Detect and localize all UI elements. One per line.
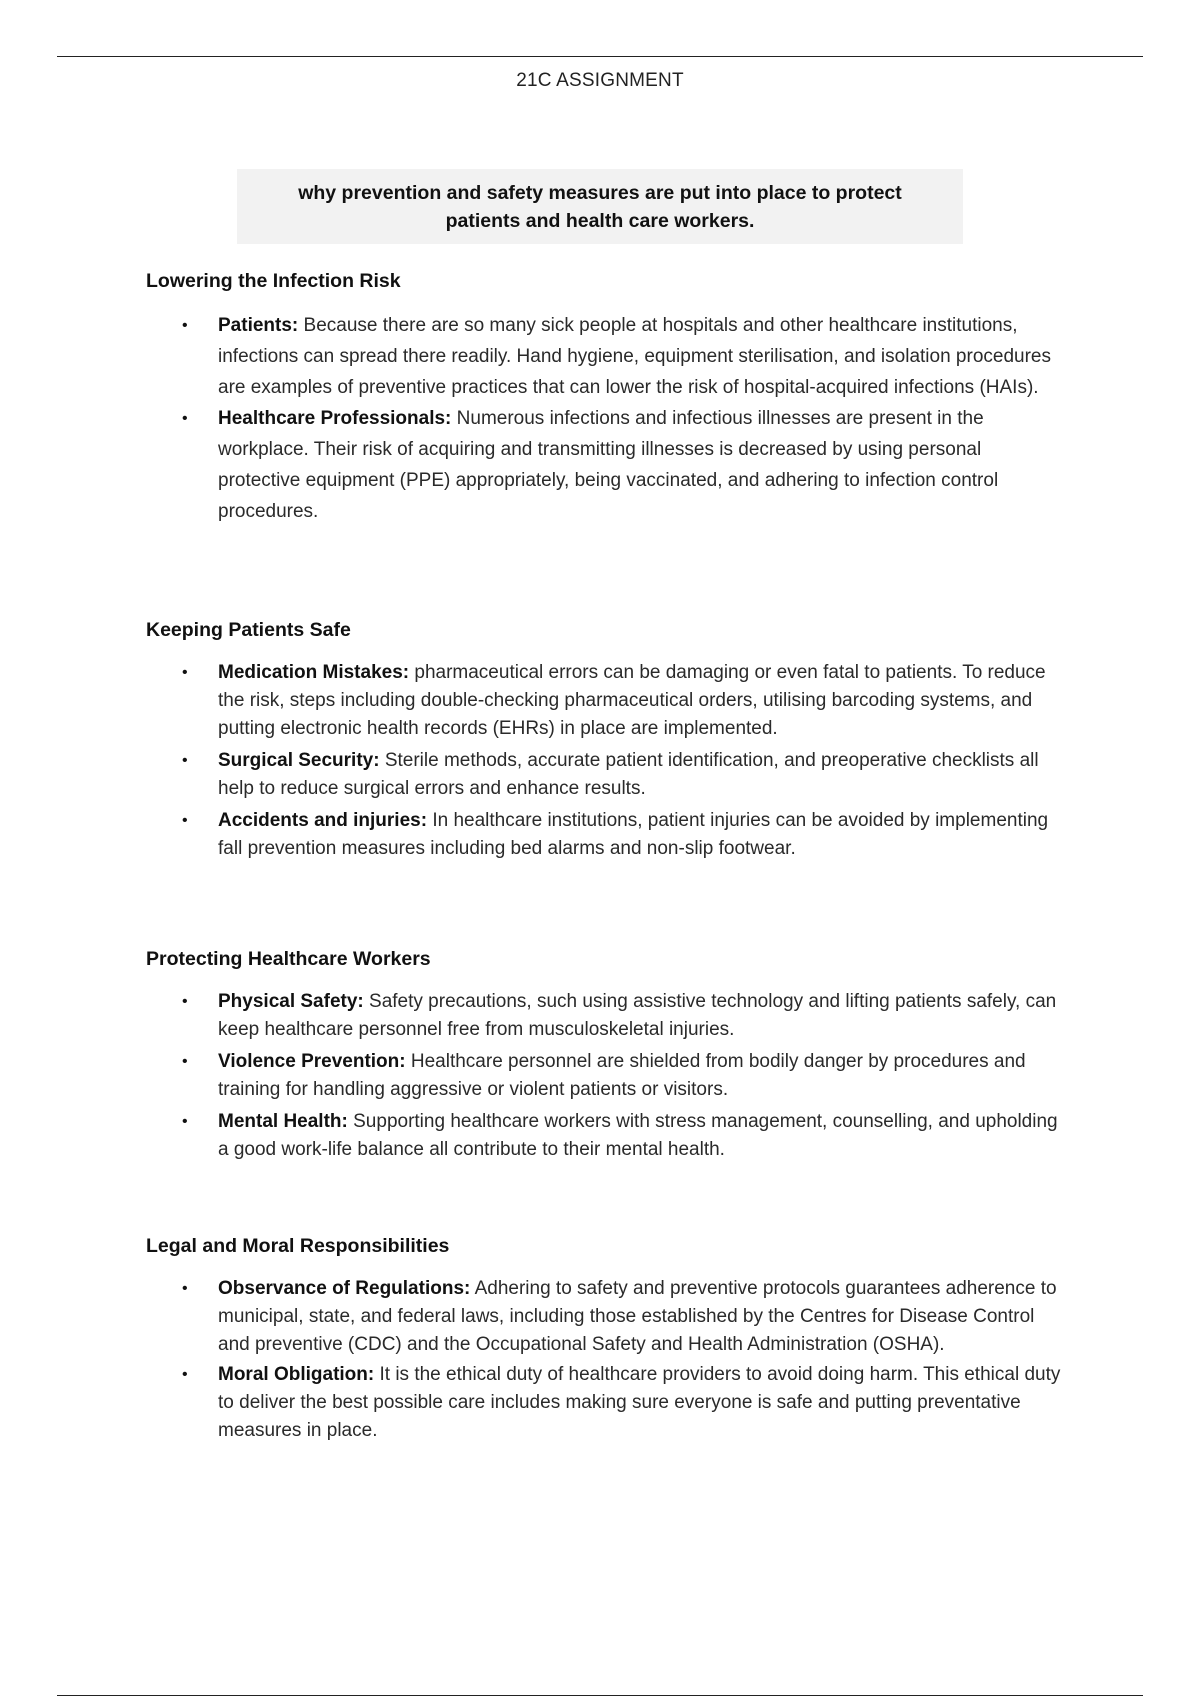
bullet-icon: • (182, 752, 188, 769)
item-text: It is the ethical duty of healthcare providers to avoid doing harm. This ethical duty to deliver the best possible care includes making sure everyone is safe and putting preventative measures in place. (218, 1364, 1061, 1441)
list-item (146, 659, 1066, 743)
list-item (146, 1275, 1066, 1359)
section-heading: Protecting Healthcare Workers (146, 948, 431, 970)
item-text: pharmaceutical errors can be damaging or even fatal to patients. To reduce the risk, steps including double-checking pharmaceutical orders, utilising barcoding systems, and putting electronic health records (EHRs) in place are implemented. (218, 662, 1046, 739)
section-heading: Lowering the Infection Risk (146, 270, 401, 292)
bullet-list (146, 988, 1066, 1164)
bullet-icon: • (182, 317, 188, 334)
item-text: Adhering to safety and preventive protocols guarantees adherence to municipal, state, and federal laws, including those established by the Centres for Disease Control and preventive (CDC) and the Occupational Safety and Health Administration (OSHA). (218, 1278, 1057, 1355)
item-term: Patients: (218, 315, 299, 336)
item-term: Medication Mistakes: (218, 662, 410, 683)
section-heading: Legal and Moral Responsibilities (146, 1235, 450, 1257)
list-item (146, 988, 1066, 1044)
bottom-rule (57, 1695, 1143, 1696)
item-term: Physical Safety: (218, 991, 364, 1012)
bullet-icon: • (182, 1113, 188, 1130)
list-item (146, 1048, 1066, 1104)
document-title: why prevention and safety measures are put into place to protect patients and health care workers. (298, 181, 902, 232)
title-box (237, 169, 963, 244)
top-rule (57, 56, 1143, 57)
list-item (146, 1361, 1066, 1445)
list-item (146, 310, 1066, 403)
item-term: Surgical Security: (218, 750, 380, 771)
bullet-list (146, 310, 1066, 527)
section-infection-risk (146, 268, 1066, 527)
bullet-icon: • (182, 664, 188, 681)
item-term: Observance of Regulations: (218, 1278, 471, 1299)
item-term: Healthcare Professionals: (218, 408, 452, 429)
item-term: Mental Health: (218, 1111, 348, 1132)
bullet-list (146, 659, 1066, 863)
item-text: Safety precautions, such using assistive technology and lifting patients safely, can keep healthcare personnel free from musculoskeletal injuries. (218, 991, 1057, 1040)
item-text: In healthcare institutions, patient injuries can be avoided by implementing fall prevention measures including bed alarms and non-slip footwear. (218, 810, 1049, 859)
list-item (146, 747, 1066, 803)
bullet-icon: • (182, 812, 188, 829)
section-protecting-workers (146, 946, 1066, 1164)
bullet-list (146, 1275, 1066, 1445)
item-text: Because there are so many sick people at hospitals and other healthcare institutions, infections can spread there readily. Hand hygiene, equipment sterilisation, and isolation procedures are examples of preventive practices that can lower the risk of hospital-acquired infections (HAIs). (218, 315, 1051, 398)
item-term: Moral Obligation: (218, 1364, 375, 1385)
section-heading: Keeping Patients Safe (146, 619, 351, 641)
bullet-icon: • (182, 993, 188, 1010)
item-term: Accidents and injuries: (218, 810, 428, 831)
bullet-icon: • (182, 1280, 188, 1297)
bullet-icon: • (182, 1053, 188, 1070)
list-item (146, 807, 1066, 863)
bullet-icon: • (182, 1366, 188, 1383)
item-text: Numerous infections and infectious illnesses are present in the workplace. Their risk of acquiring and transmitting illnesses is decreased by using personal protective equipment (PPE) appropriately, being vaccinated, and adhering to infection control procedures. (218, 408, 999, 522)
item-term: Violence Prevention: (218, 1051, 406, 1072)
section-legal-moral (146, 1233, 1066, 1445)
list-item (146, 403, 1066, 527)
bullet-icon: • (182, 410, 188, 427)
item-text: Sterile methods, accurate patient identification, and preoperative checklists all help to reduce surgical errors and enhance results. (218, 750, 1039, 799)
page-header: 21C ASSIGNMENT (516, 70, 684, 91)
item-text: Healthcare personnel are shielded from bodily danger by procedures and training for handling aggressive or violent patients or visitors. (218, 1051, 1026, 1100)
list-item (146, 1108, 1066, 1164)
item-text: Supporting healthcare workers with stress management, counselling, and upholding a good work-life balance all contribute to their mental health. (218, 1111, 1058, 1160)
section-patients-safe (146, 617, 1066, 863)
